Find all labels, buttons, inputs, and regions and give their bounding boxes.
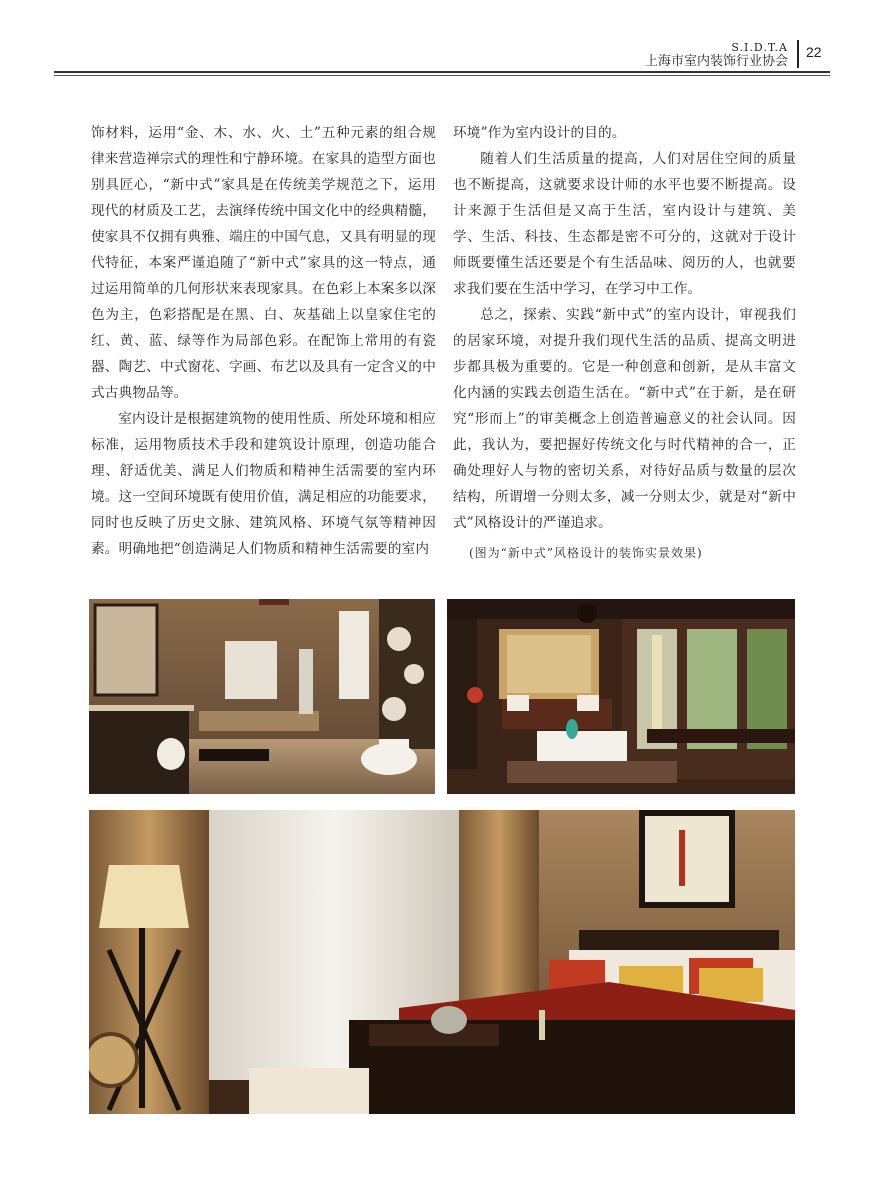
- living-room-photo: [447, 599, 795, 794]
- page-number: 22: [806, 44, 822, 60]
- header-organization: [645, 42, 788, 70]
- paragraph: 饰材料，运用“金、木、水、火、土”五种元素的组合规律来营造禅宗式的理性和宁静环境。在家具的造型方面也别具匠心，“新中式”家具是在传统美学规范之下，运用现代的材质及工艺，去演绎传统中国文化中的经典精髓，使家具不仅拥有典雅、端庄的中国气息，又具有明显的现代特征，本案严谨追随了“新中式”家具的这一特点，通过运用简单的几何形状来表现家具。在色彩上本案多以深色为主，色彩搭配是在黑、白、灰基础上以皇家住宅的红、黄、蓝、绿等作为局部色彩。在配饰上常用的有瓷器、陶艺、中式窗花、字画、布艺以及具有一定含义的中式古典物品等。: [91, 125, 436, 401]
- header-rule: [54, 71, 830, 73]
- figure-caption: (图为“新中式”风格设计的装饰实景效果): [469, 546, 703, 560]
- page-header: [0, 0, 884, 80]
- article-column-right: [453, 120, 796, 566]
- paragraph: 室内设计是根据建筑物的使用性质、所处环境和相应标准，运用物质技术手段和建筑设计原理，创造功能合理、舒适优美、满足人们物质和精神生活需要的室内环境。这一空间环境既有使用价值，满足相应的功能要求，同时也反映了历史文脉、建筑风格、环境气氛等精神因素。明确地把“创造满足人们物质和精神生活需要的室内: [91, 411, 436, 557]
- paragraph: 环境”作为室内设计的目的。: [453, 125, 626, 141]
- header-abbr: S.I.D.T.A: [731, 41, 788, 54]
- bedroom-photo: [89, 810, 795, 1114]
- header-rule-thin: [54, 75, 830, 76]
- paragraph: 随着人们生活质量的提高，人们对居住空间的质量也不断提高，这就要求设计师的水平也要不断提高。设计来源于生活但是又高于生活，室内设计与建筑、美学、生活、科技、生态都是密不可分的，这就对于设计师既要懂生活还要是个有生活品味、阅历的人，也就要求我们要在生活中学习，在学习中工作。: [453, 151, 796, 297]
- article-column-left: [91, 120, 436, 562]
- header-org-name: 上海市室内装饰行业协会: [644, 54, 788, 69]
- bathroom-photo: [89, 599, 435, 794]
- header-separator: [797, 40, 799, 68]
- paragraph: 总之，探索、实践“新中式”的室内设计，审视我们的居家环境，对提升我们现代生活的品质、提高文明进步都具极为重要的。它是一种创意和创新，是从丰富文化内涵的实践去创造生活在。“新中式”在于新，是在研究“形而上”的审美概念上创造普遍意义的社会认同。因此，我认为，要把握好传统文化与时代精神的合一，正确处理好人与物的密切关系，对待好品质与数量的层次结构，所谓增一分则太多，减一分则太少，就是对“新中式”风格设计的严谨追求。: [453, 307, 796, 531]
